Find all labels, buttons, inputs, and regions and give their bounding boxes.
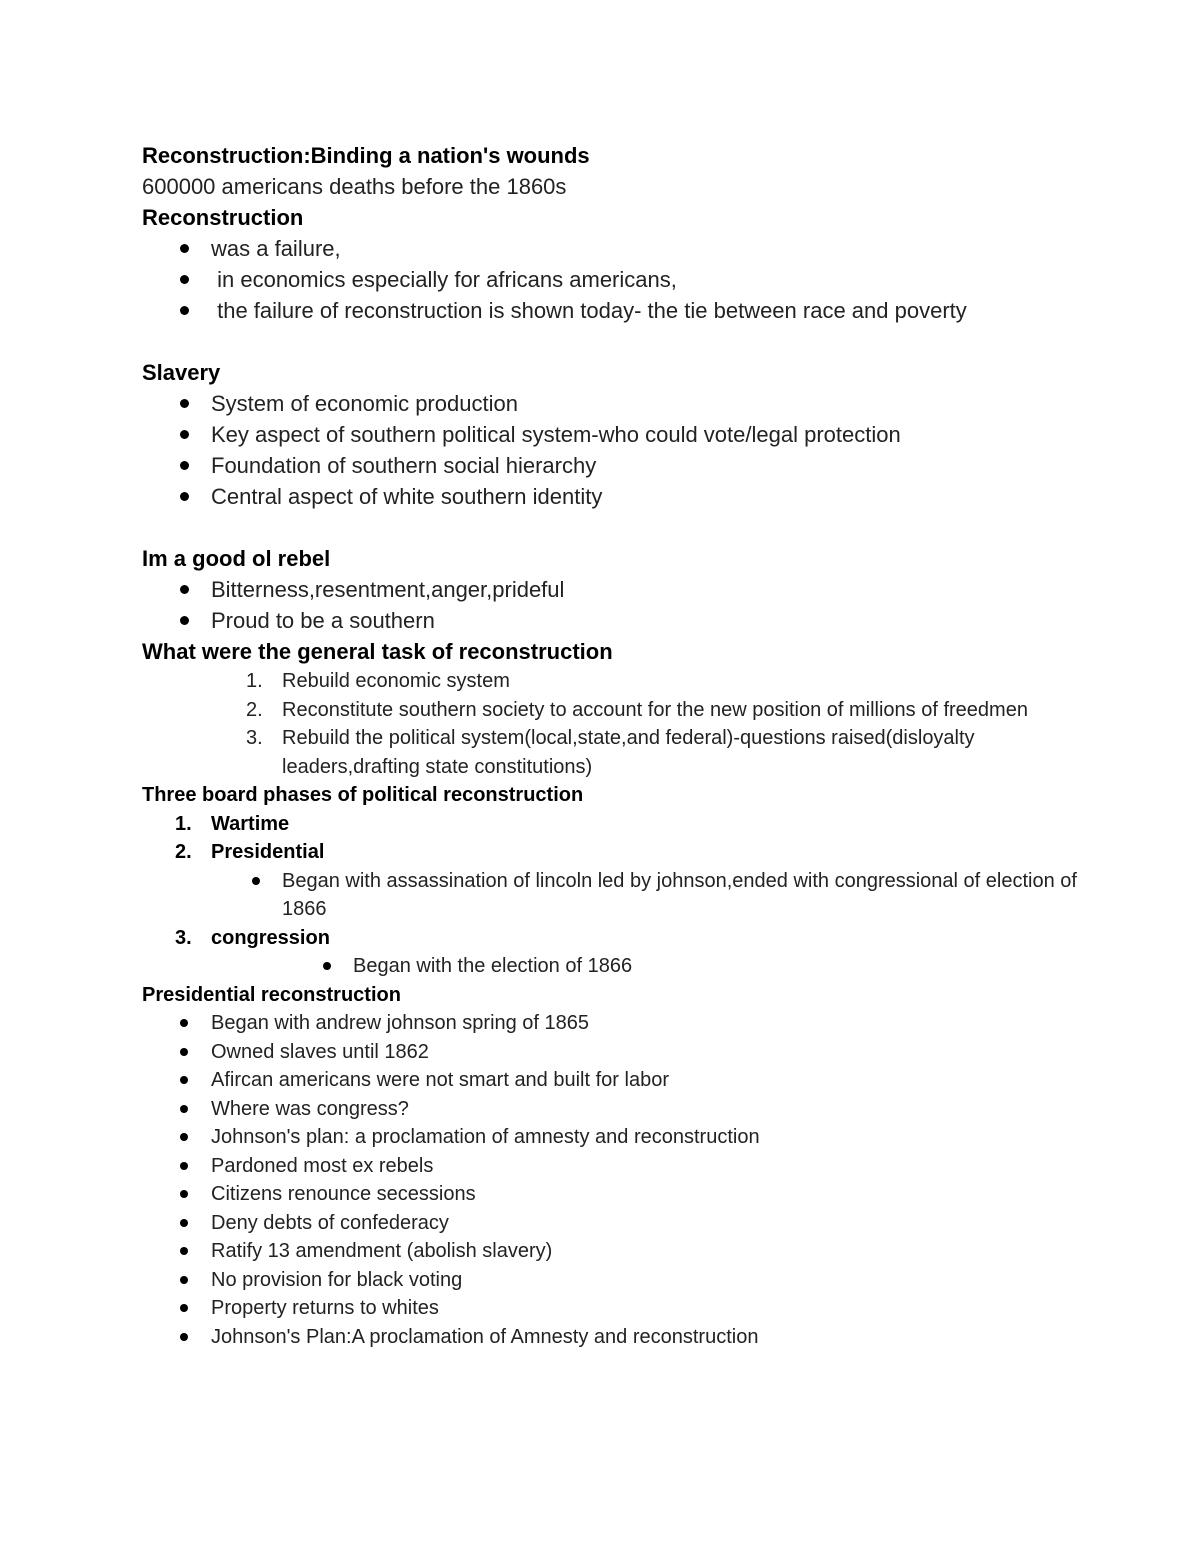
spacer bbox=[142, 512, 1082, 543]
reconstruction-list bbox=[142, 233, 1082, 326]
section-heading-presidential: Presidential reconstruction bbox=[142, 983, 401, 1006]
list-item: in economics especially for africans americans, bbox=[142, 264, 1082, 295]
list-item: 1. Wartime bbox=[175, 812, 290, 835]
section-heading-reconstruction: Reconstruction bbox=[142, 205, 304, 230]
bullet-icon bbox=[180, 244, 189, 253]
presidential-sublist bbox=[211, 867, 1082, 924]
bullet-icon bbox=[180, 616, 189, 625]
bullet-icon bbox=[180, 306, 189, 315]
bullet-icon bbox=[180, 1105, 188, 1113]
bullet-icon bbox=[180, 1133, 188, 1141]
section-heading-rebel: Im a good ol rebel bbox=[142, 546, 331, 571]
list-item: Johnson's Plan:A proclamation of Amnesty and reconstruction bbox=[142, 1323, 1082, 1352]
section-heading-slavery: Slavery bbox=[142, 360, 221, 385]
list-item: System of economic production bbox=[142, 388, 1082, 419]
list-item: Property returns to whites bbox=[142, 1294, 1082, 1323]
list-item: 2. Presidential Began with assassination of lincoln led by johnson,ended with congressional of election of 1866 bbox=[142, 838, 1082, 924]
list-item: Deny debts of confederacy bbox=[142, 1209, 1082, 1238]
bullet-icon bbox=[180, 1019, 188, 1027]
section-heading-tasks: What were the general task of reconstruction bbox=[142, 639, 613, 664]
rebel-list bbox=[142, 574, 1082, 636]
section-heading-phases: Three board phases of political reconstruction bbox=[142, 784, 584, 806]
list-item: the failure of reconstruction is shown today- the tie between race and poverty bbox=[142, 295, 1082, 326]
bullet-icon bbox=[180, 1219, 188, 1227]
bullet-icon bbox=[180, 1076, 188, 1084]
list-item: Bitterness,resentment,anger,prideful bbox=[142, 574, 1082, 605]
bullet-icon bbox=[180, 1276, 188, 1284]
bullet-icon bbox=[180, 585, 189, 594]
list-item: Began with the election of 1866 bbox=[142, 952, 1082, 981]
bullet-icon bbox=[180, 1304, 188, 1312]
list-item: Afircan americans were not smart and built for labor bbox=[142, 1066, 1082, 1095]
bullet-icon bbox=[252, 877, 260, 885]
bullet-icon bbox=[180, 275, 189, 284]
list-item: was a failure, bbox=[142, 233, 1082, 264]
list-item: Central aspect of white southern identity bbox=[142, 481, 1082, 512]
spacer bbox=[142, 326, 1082, 357]
document-page bbox=[142, 140, 1082, 1351]
list-item: Owned slaves until 1862 bbox=[142, 1038, 1082, 1067]
intro-line: 600000 americans deaths before the 1860s bbox=[142, 174, 567, 199]
list-item: 3. congression Began with the election of 1866 bbox=[142, 924, 1082, 981]
list-item: Pardoned most ex rebels bbox=[142, 1152, 1082, 1181]
list-item: Ratify 13 amendment (abolish slavery) bbox=[142, 1237, 1082, 1266]
bullet-icon bbox=[180, 430, 189, 439]
list-item: Began with assassination of lincoln led by johnson,ended with congressional of election of 1866 bbox=[142, 867, 1082, 924]
list-item: Key aspect of southern political system-who could vote/legal protection bbox=[142, 419, 1082, 450]
list-item: Where was congress? bbox=[142, 1095, 1082, 1124]
bullet-icon bbox=[180, 461, 189, 470]
tasks-list bbox=[142, 667, 1082, 781]
bullet-icon bbox=[180, 1048, 188, 1056]
bullet-icon bbox=[180, 1333, 188, 1341]
phases-list bbox=[142, 810, 1082, 981]
document-title: Reconstruction:Binding a nation's wounds bbox=[142, 143, 590, 168]
bullet-icon bbox=[180, 492, 189, 501]
list-item: No provision for black voting bbox=[142, 1266, 1082, 1295]
bullet-icon bbox=[180, 1162, 188, 1170]
list-item: 1. Rebuild economic system bbox=[246, 670, 510, 692]
bullet-icon bbox=[180, 399, 189, 408]
list-item: Johnson's plan: a proclamation of amnesty and reconstruction bbox=[142, 1123, 1082, 1152]
congression-sublist bbox=[211, 952, 1082, 981]
list-item: Proud to be a southern bbox=[142, 605, 1082, 636]
bullet-icon bbox=[180, 1247, 188, 1255]
bullet-icon bbox=[323, 962, 331, 970]
list-item: 3. Rebuild the political system(local,state,and federal)-questions raised(disloyalty leaders,drafting state constitutions) bbox=[246, 727, 975, 778]
list-item: Citizens renounce secessions bbox=[142, 1180, 1082, 1209]
list-item: Foundation of southern social hierarchy bbox=[142, 450, 1082, 481]
list-item: Began with andrew johnson spring of 1865 bbox=[142, 1009, 1082, 1038]
presidential-list bbox=[142, 1009, 1082, 1351]
list-item: 2. Reconstitute southern society to account for the new position of millions of freedmen bbox=[246, 698, 1028, 721]
slavery-list bbox=[142, 388, 1082, 512]
bullet-icon bbox=[180, 1190, 188, 1198]
